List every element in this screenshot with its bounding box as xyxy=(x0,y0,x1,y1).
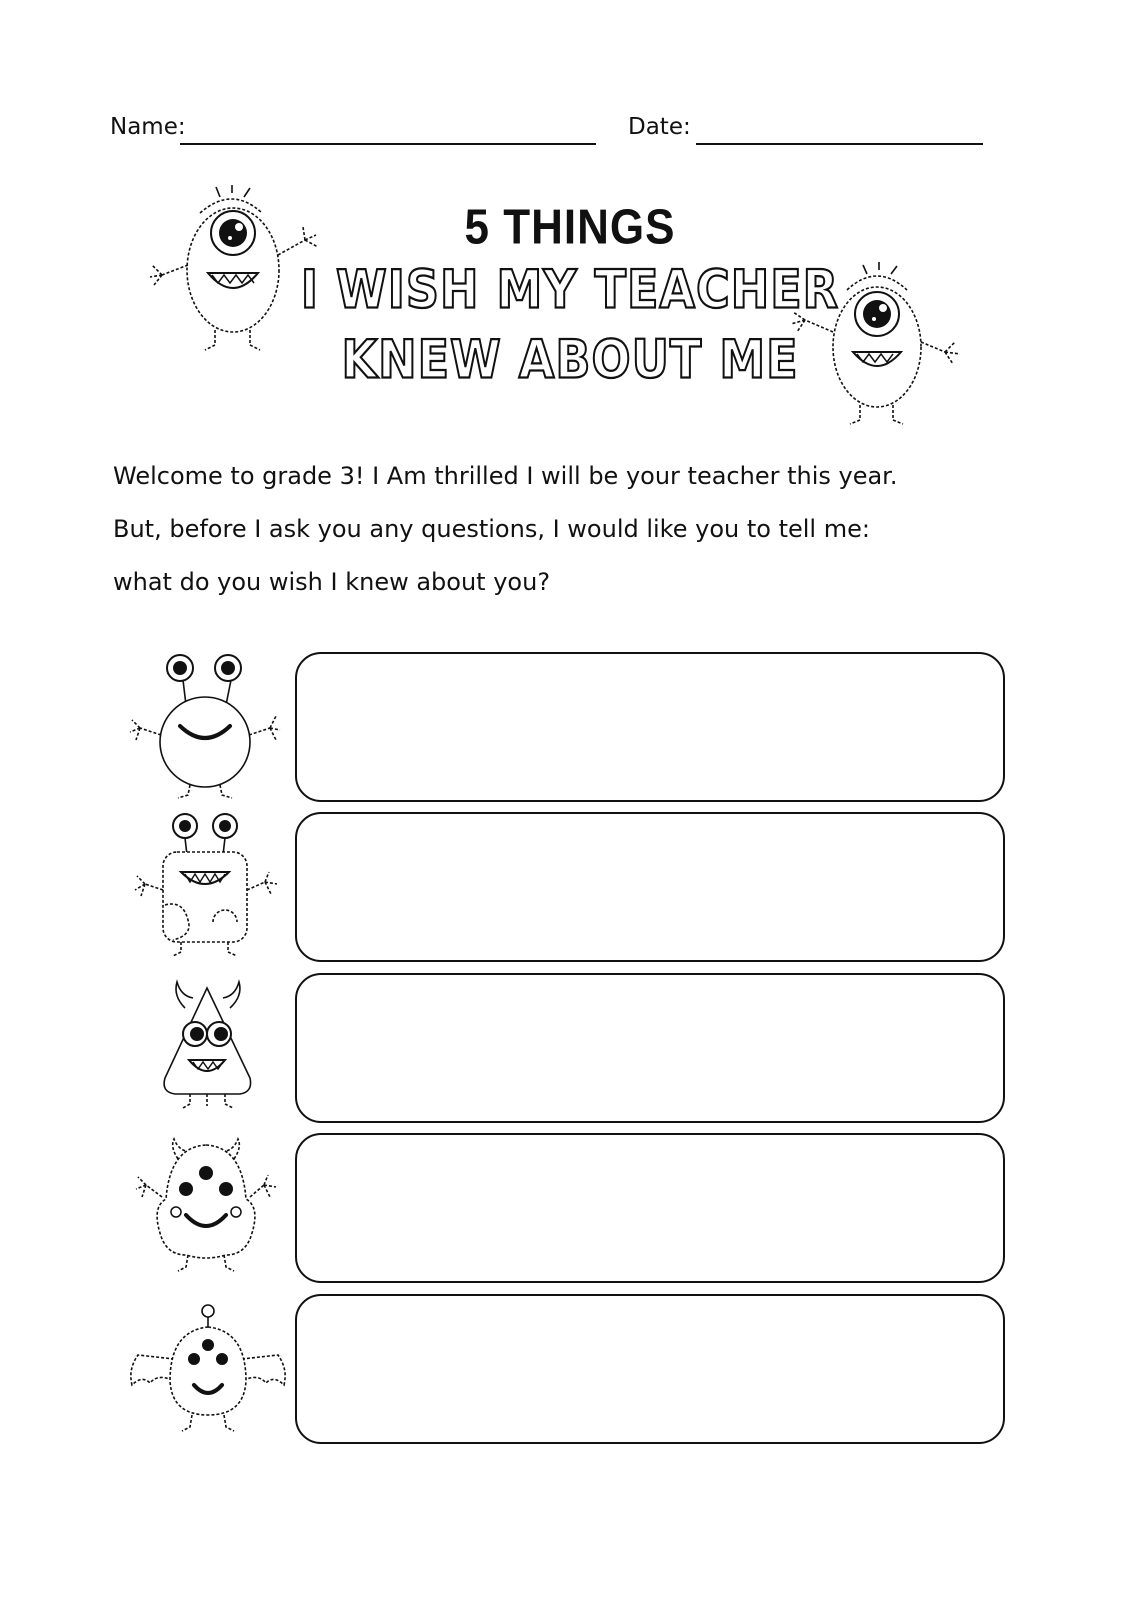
intro-line-2: But, before I ask you any questions, I would like you to tell me: xyxy=(113,515,870,543)
date-field-line[interactable] xyxy=(696,143,983,145)
intro-text xyxy=(113,450,1013,609)
answer-box-1[interactable] xyxy=(295,652,1005,802)
antenna-eyes-monster-icon xyxy=(128,650,283,800)
title-line-3: KNEW ABOUT ME xyxy=(341,328,799,391)
three-eyed-horned-monster-icon xyxy=(136,1137,276,1277)
intro-line-3: what do you wish I knew about you? xyxy=(113,568,551,596)
answer-box-3[interactable] xyxy=(295,973,1005,1123)
intro-line-1: Welcome to grade 3! I Am thrilled I will be your teacher this year. xyxy=(113,462,898,490)
answer-box-2[interactable] xyxy=(295,812,1005,962)
title-line-1: 5 THINGS xyxy=(464,200,676,255)
cyclops-monster-left-icon xyxy=(140,185,325,350)
name-label: Name: xyxy=(110,114,186,140)
triangle-horn-monster-icon xyxy=(155,978,260,1113)
square-monster-icon xyxy=(133,810,278,960)
bat-wing-monster-icon xyxy=(128,1303,288,1438)
answer-box-4[interactable] xyxy=(295,1133,1005,1283)
name-field-line[interactable] xyxy=(180,143,596,145)
cyclops-monster-right-icon xyxy=(785,262,965,427)
date-label: Date: xyxy=(628,114,691,140)
title-line-2: I WISH MY TEACHER xyxy=(300,258,840,321)
answer-box-5[interactable] xyxy=(295,1294,1005,1444)
